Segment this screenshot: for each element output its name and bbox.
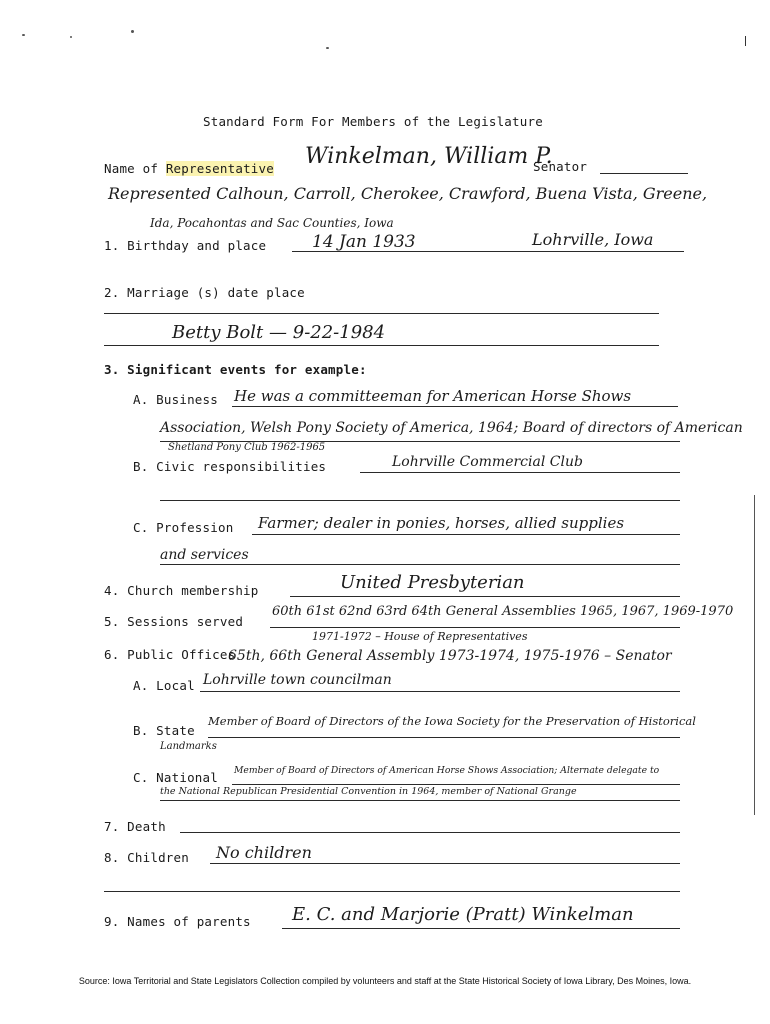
marriage-line-1 — [104, 313, 659, 314]
state-entry-1: Member of Board of Directors of the Iowa Society for the Preservation of Historical — [208, 714, 696, 728]
page-edge-line — [754, 495, 755, 815]
scan-mark — [745, 36, 746, 46]
civic-label: B. Civic responsibilities — [133, 459, 327, 474]
marriage-label: 2. Marriage (s) date place — [104, 285, 305, 300]
children-label: 8. Children — [104, 850, 189, 865]
state-entry-2: Landmarks — [160, 741, 217, 752]
scan-speck — [326, 47, 329, 49]
scan-speck — [131, 30, 134, 33]
state-line — [208, 737, 680, 738]
children-line-2 — [104, 891, 680, 892]
children-entry: No children — [216, 843, 312, 862]
profession-line-1 — [252, 534, 680, 535]
business-entry-2: Association, Welsh Pony Society of America, 1964; Board of directors of American — [160, 420, 743, 436]
source-footer: Source: Iowa Territorial and State Legislators Collection compiled by volunteers and staff at the State Historical Society of Iowa Library, Des Moines, Iowa. — [78, 976, 692, 986]
senator-label: Senator — [533, 159, 588, 174]
local-entry: Lohrville town councilman — [203, 672, 392, 688]
national-entry-1: Member of Board of Directors of American Horse Shows Association; Alternate delegate to — [234, 765, 660, 776]
church-label: 4. Church membership — [104, 583, 259, 598]
marriage-entry: Betty Bolt — 9-22-1984 — [172, 322, 386, 343]
profession-label: C. Profession — [133, 520, 234, 535]
scan-speck — [70, 36, 72, 38]
national-line-2 — [160, 800, 680, 801]
profession-entry-1: Farmer; dealer in ponies, horses, allied supplies — [258, 514, 625, 532]
representative-name: Winkelman, William P. — [305, 144, 553, 169]
public-offices-entry: 65th, 66th General Assembly 1973-1974, 1975-1976 – Senator — [228, 648, 672, 664]
business-entry-3: Shetland Pony Club 1962-1965 — [168, 442, 326, 453]
public-offices-label: 6. Public Offices — [104, 647, 236, 662]
business-entry-1: He was a committeeman for American Horse Shows — [234, 387, 632, 405]
parents-entry: E. C. and Marjorie (Pratt) Winkelman — [292, 904, 634, 925]
church-line — [290, 596, 680, 597]
civic-line-1 — [360, 472, 680, 473]
sessions-entry-1: 60th 61st 62nd 63rd 64th General Assemblies 1965, 1967, 1969-1970 — [272, 604, 734, 619]
form-title: Standard Form For Members of the Legislature — [203, 114, 543, 129]
name-label-highlight: Representative — [165, 161, 274, 176]
birth-date: 14 Jan 1933 — [312, 232, 416, 252]
marriage-line-2 — [104, 345, 659, 346]
death-line — [180, 832, 680, 833]
sessions-line — [270, 627, 680, 628]
national-entry-2: the National Republican Presidential Convention in 1964, member of National Grange — [160, 786, 577, 797]
sessions-entry-2: 1971-1972 – House of Representatives — [312, 630, 528, 643]
profession-line-2 — [160, 564, 680, 565]
church-entry: United Presbyterian — [340, 572, 525, 593]
senator-line — [600, 173, 688, 174]
civic-line-2 — [160, 500, 680, 501]
national-line-1 — [232, 784, 680, 785]
children-line-1 — [210, 863, 680, 864]
business-label: A. Business — [133, 392, 218, 407]
parents-line — [282, 928, 680, 929]
national-label: C. National — [133, 770, 218, 785]
birthday-label: 1. Birthday and place — [104, 238, 267, 253]
birth-place: Lohrville, Iowa — [532, 230, 654, 249]
business-line-1 — [232, 406, 678, 407]
represented-counties-line-2: Ida, Pocahontas and Sac Counties, Iowa — [150, 216, 394, 230]
state-label: B. State — [133, 723, 195, 738]
local-label: A. Local — [133, 678, 195, 693]
name-label: Name of Representative — [104, 161, 274, 176]
parents-label: 9. Names of parents — [104, 914, 251, 929]
local-line — [200, 691, 680, 692]
represented-counties-line-1: Represented Calhoun, Carroll, Cherokee, Crawford, Buena Vista, Greene, — [108, 184, 708, 203]
death-label: 7. Death — [104, 819, 166, 834]
civic-entry: Lohrville Commercial Club — [392, 454, 583, 470]
profession-entry-2: and services — [160, 547, 249, 563]
scan-speck — [22, 34, 25, 36]
sessions-label: 5. Sessions served — [104, 614, 244, 629]
significant-events-label: 3. Significant events for example: — [104, 362, 367, 377]
